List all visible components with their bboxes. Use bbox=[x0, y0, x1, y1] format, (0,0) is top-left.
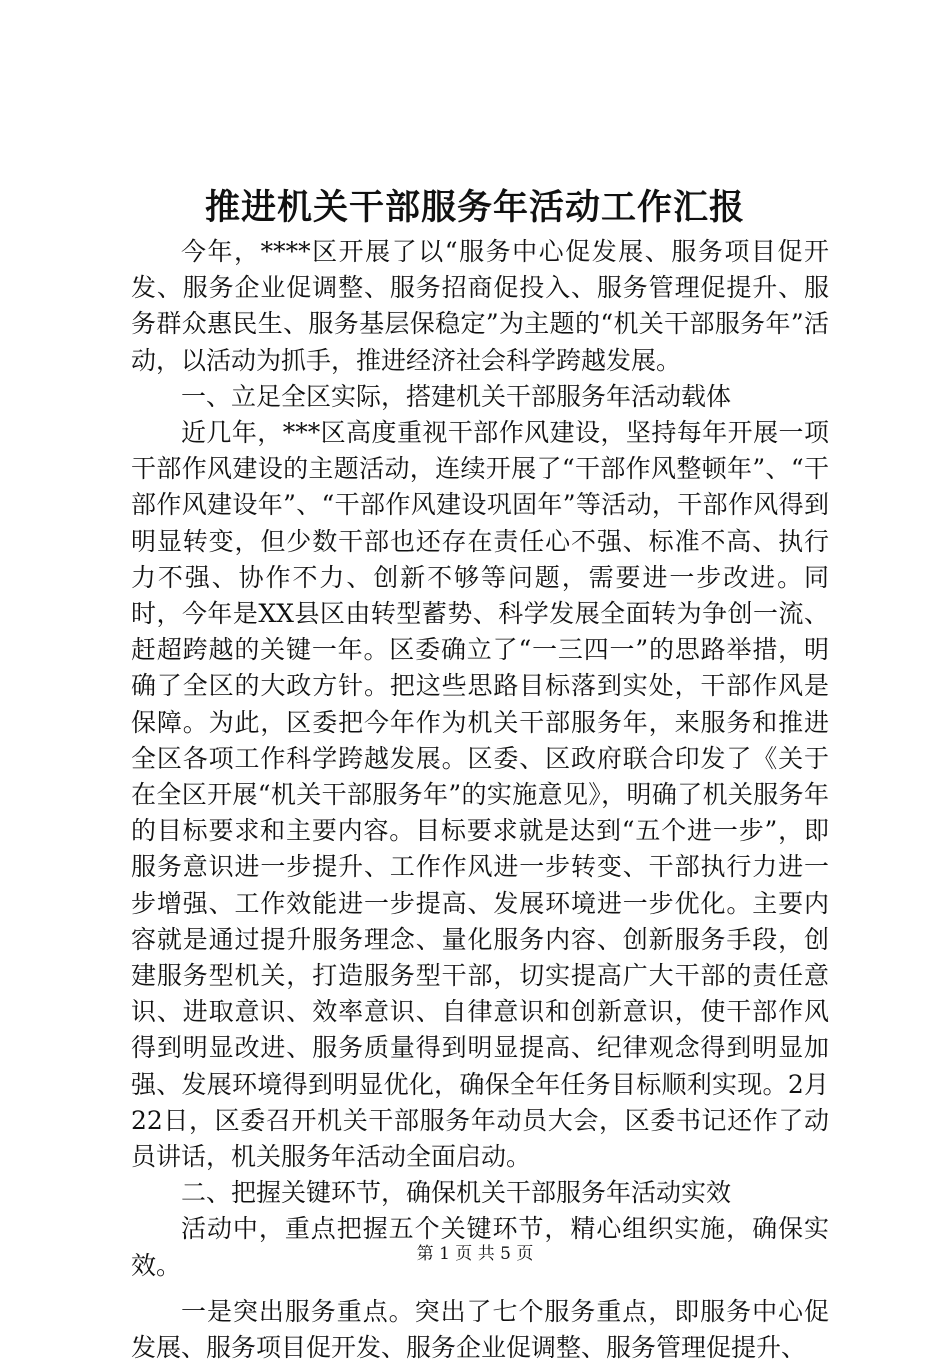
section-heading-2: 二、把握关键环节，确保机关干部服务年活动实效 bbox=[181, 1178, 732, 1208]
paragraph-service-focus: 一是突出服务重点。突出了七个服务重点，即服务中心促发展、服务项目促开发、服务企业促调整、服务管理促提升、 bbox=[131, 1296, 829, 1363]
paragraph-key-links: 活动中，重点把握五个关键环节，精心组织实施，确保实效。 bbox=[131, 1214, 829, 1280]
section-heading-1: 一、立足全区实际，搭建机关干部服务年活动载体 bbox=[181, 381, 732, 411]
paragraph-intro: 今年，****区开展了以“服务中心促发展、服务项目促开发、服务企业促调整、服务招商促投入、服务管理促提升、服务群众惠民生、服务基层保稳定”为主题的“机关干部服务年”活动，以活动为抓手，推进经济社会科学跨越发展。 bbox=[131, 237, 829, 375]
page-number-footer: 第 1 页 共 5 页 bbox=[416, 1244, 534, 1264]
paragraph-section-1: 近几年，***区高度重视干部作风建设，坚持每年开展一项干部作风建设的主题活动，连续开展了“干部作风整顿年”、“干部作风建设年”、“干部作风建设巩固年”等活动，干部作风得到明显转变，但少数干部也还存在责任心不强、标准不高、执行力不强、协作不力、创新不够等问题，需要进一步改进。同时，今年是XX县区由转型蓄势、科学发展全面转为争创一流、赶超跨越的关键一年。区委确立了“一三四一”的思路举措，明确了全区的大政方针。把这些思路目标落到实处，干部作风是保障。为此，区委把今年作为机关干部服务年，来服务和推进全区各项工作科学跨越发展。区委、区政府联合印发了《关于在全区开展“机关干部服务年”的实施意见》，明确了机关服务年的目标要求和主要内容。目标要求就是达到“五个进一步”，即服务意识进一步提升、工作作风进一步转变、干部执行力进一步增强、工作效能进一步提高、发展环境进一步优化。主要内容就是通过提升服务理念、量化服务内容、创新服务手段，创建服务型机关，打造服务型干部，切实提高广大干部的责任意识、进取意识、效率意识、自律意识和创新意识，使干部作风得到明显改进、服务质量得到明显提高、纪律观念得到明显加强、发展环境得到明显优化，确保全年任务目标顺利实现。2月22日，区委召开机关干部服务年动员大会，区委书记还作了动员讲话，机关服务年活动全面启动。 bbox=[131, 418, 829, 1172]
document-body bbox=[131, 234, 829, 1366]
document-title: 推进机关干部服务年活动工作汇报 bbox=[204, 187, 745, 228]
